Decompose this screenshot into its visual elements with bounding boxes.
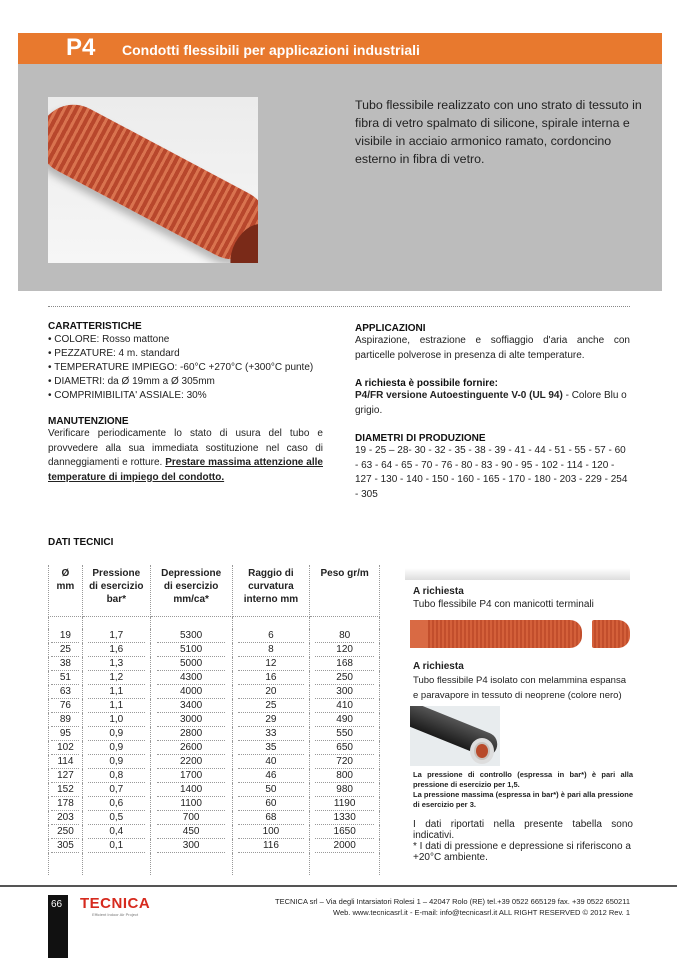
richiesta1-text: Tubo flessibile P4 con manicotti terminali bbox=[413, 599, 594, 610]
table-cell bbox=[150, 727, 232, 741]
cell-value: 0,6 bbox=[88, 797, 145, 811]
cell-value: 50 bbox=[238, 783, 303, 797]
cell-value: 1,2 bbox=[88, 671, 145, 685]
cell-value: 114 bbox=[51, 755, 79, 769]
cell-value: 89 bbox=[51, 713, 79, 727]
table-cell bbox=[150, 671, 232, 685]
table-cell bbox=[49, 727, 83, 741]
cell-value: 2600 bbox=[157, 741, 226, 755]
table-cell bbox=[232, 685, 310, 699]
table-header-row bbox=[49, 565, 380, 617]
table-cell bbox=[150, 797, 232, 811]
header-line: Peso gr/m bbox=[320, 568, 369, 579]
cell-value: 100 bbox=[238, 825, 303, 839]
intro-panel bbox=[18, 64, 662, 291]
cell-value: 46 bbox=[238, 769, 303, 783]
cell-value: 1,0 bbox=[88, 713, 145, 727]
cell-value: 0,9 bbox=[88, 727, 145, 741]
header-line: mm bbox=[56, 581, 75, 592]
manutenzione-title: MANUTENZIONE bbox=[48, 416, 129, 427]
table-cell bbox=[310, 839, 380, 853]
table-cell bbox=[82, 629, 150, 643]
column-header bbox=[310, 565, 380, 617]
cell-value: 1100 bbox=[157, 797, 226, 811]
table-cell bbox=[310, 671, 380, 685]
cell-value: 5300 bbox=[157, 629, 226, 643]
tecnica-logo bbox=[80, 895, 150, 917]
cell-value: 60 bbox=[238, 797, 303, 811]
table-cell bbox=[49, 671, 83, 685]
cell-value: 0,5 bbox=[88, 811, 145, 825]
table-cell bbox=[150, 657, 232, 671]
cell-value: 19 bbox=[51, 629, 79, 643]
table-cell bbox=[49, 811, 83, 825]
table-cell bbox=[49, 783, 83, 797]
table-cell bbox=[150, 713, 232, 727]
table-cell bbox=[150, 699, 232, 713]
cell-value: 800 bbox=[315, 769, 373, 783]
cell-value: 8 bbox=[238, 643, 303, 657]
diametri-text: 19 - 25 – 28- 30 - 32 - 35 - 38 - 39 - 41 - 44 - 51 - 55 - 57 - 60 - 63 - 64 - 65 - 70 - 76 - 80 - 83 - 90 - 95 - 102 - 114 - 120 - 127 - 130 - 140 - 150 - 160 - 165 - 170 - 180 - 203 - 229 - 254 - 305 bbox=[355, 445, 628, 500]
header-line: Raggio di bbox=[248, 568, 294, 579]
cell-value: 6 bbox=[238, 629, 303, 643]
table-cell bbox=[82, 713, 150, 727]
table-row bbox=[49, 769, 380, 783]
table-cell bbox=[310, 755, 380, 769]
table-cell bbox=[82, 657, 150, 671]
cell-value: 2000 bbox=[315, 839, 373, 853]
cell-value: 1650 bbox=[315, 825, 373, 839]
table-cell bbox=[49, 643, 83, 657]
table-cell bbox=[232, 629, 310, 643]
cell-value: 250 bbox=[51, 825, 79, 839]
cell-value: 33 bbox=[238, 727, 303, 741]
intro-text: Tubo flessibile realizzato con uno strato di tessuto in fibra di vetro spalmato di silicone, spirale interna e visibile in acciaio armonico ramato, cordoncino esterno in fibra di vetro. bbox=[355, 98, 642, 166]
table-cell bbox=[232, 797, 310, 811]
technical-table bbox=[48, 565, 380, 875]
table-cell bbox=[310, 797, 380, 811]
table-row bbox=[49, 825, 380, 839]
table-cell bbox=[310, 643, 380, 657]
table-cell bbox=[310, 769, 380, 783]
table-cell bbox=[82, 825, 150, 839]
richiesta2-text: Tubo flessibile P4 isolato con melammina espansa e paravapore in tessuto di neoprene (colore nero) bbox=[413, 675, 626, 701]
hose-cuffs-photo bbox=[410, 616, 633, 654]
richiesta2-title: A richiesta bbox=[413, 661, 464, 672]
cell-value: 1330 bbox=[315, 811, 373, 825]
note-temperatura: * I dati di pressione e depressione si riferiscono a +20°C ambiente. bbox=[413, 841, 631, 863]
table-cell bbox=[232, 839, 310, 853]
table-cell bbox=[82, 797, 150, 811]
note-pressione-controllo: La pressione di controllo (espressa in bar*) è pari alla pressione di esercizio per 1,5. bbox=[413, 770, 633, 789]
table-cell bbox=[232, 769, 310, 783]
note-pressione-massima: La pressione massima (espressa in bar*) è pari alla pressione di esercizio per 3. bbox=[413, 790, 633, 809]
table-cell bbox=[232, 825, 310, 839]
table-cell bbox=[232, 727, 310, 741]
applicazioni-text: Aspirazione, estrazione e soffiaggio d'aria anche con particelle polverose in presenza di alte temperature. bbox=[355, 335, 630, 361]
cell-value: 1190 bbox=[315, 797, 373, 811]
cell-value: 980 bbox=[315, 783, 373, 797]
hose-photo bbox=[48, 97, 258, 263]
manutenzione-warning: Prestare massima attenzione alle temperature di impiego del condotto. bbox=[48, 457, 323, 483]
cell-value: 720 bbox=[315, 755, 373, 769]
cell-value: 1,7 bbox=[88, 629, 145, 643]
side-panel bbox=[413, 585, 633, 863]
gray-band bbox=[405, 568, 630, 580]
table-cell bbox=[49, 839, 83, 853]
header-line: Depressione bbox=[161, 568, 222, 579]
cell-value: 63 bbox=[51, 685, 79, 699]
table-cell bbox=[49, 657, 83, 671]
footer-line bbox=[0, 885, 677, 887]
list-item: • PEZZATURE: 4 m. standard bbox=[48, 347, 323, 361]
cell-value: 0,7 bbox=[88, 783, 145, 797]
table-cell bbox=[49, 741, 83, 755]
insulated-hose-photo bbox=[410, 706, 500, 766]
list-item: • DIAMETRI: da Ø 19mm a Ø 305mm bbox=[48, 375, 323, 389]
column-header bbox=[232, 565, 310, 617]
table-cell bbox=[310, 657, 380, 671]
table-cell bbox=[49, 699, 83, 713]
cell-value: 95 bbox=[51, 727, 79, 741]
table-row bbox=[49, 741, 380, 755]
cell-value: 0,8 bbox=[88, 769, 145, 783]
cell-value: 3400 bbox=[157, 699, 226, 713]
cell-value: 300 bbox=[157, 839, 226, 853]
table-cell bbox=[150, 825, 232, 839]
table-cell bbox=[49, 713, 83, 727]
table-row bbox=[49, 657, 380, 671]
cell-value: 305 bbox=[51, 839, 79, 853]
header-line: Pressione bbox=[92, 568, 141, 579]
column-header bbox=[150, 565, 232, 617]
table-cell bbox=[82, 755, 150, 769]
cell-value: 203 bbox=[51, 811, 79, 825]
cell-value: 410 bbox=[315, 699, 373, 713]
richiesta-body: - Colore Blu o grigio. bbox=[355, 390, 627, 416]
cell-value: 2800 bbox=[157, 727, 226, 741]
table-cell bbox=[310, 699, 380, 713]
table-cell bbox=[82, 671, 150, 685]
logo-tagline: Efficient Indoor Air Project bbox=[92, 912, 139, 917]
table-cell bbox=[82, 685, 150, 699]
diametri-title: DIAMETRI DI PRODUZIONE bbox=[355, 433, 486, 444]
page-number: 66 bbox=[48, 895, 68, 958]
cell-value: 116 bbox=[238, 839, 303, 853]
cell-value: 1400 bbox=[157, 783, 226, 797]
table-cell bbox=[232, 699, 310, 713]
table-cell bbox=[150, 783, 232, 797]
table-row bbox=[49, 755, 380, 769]
table-cell bbox=[82, 839, 150, 853]
table-cell bbox=[82, 811, 150, 825]
table-cell bbox=[232, 783, 310, 797]
table-cell bbox=[150, 769, 232, 783]
list-item: • COLORE: Rosso mattone bbox=[48, 333, 323, 347]
richiesta-text bbox=[355, 389, 630, 418]
note-indicativi: I dati riportati nella presente tabella sono indicativi. bbox=[413, 819, 633, 841]
manutenzione-text bbox=[48, 427, 323, 485]
table-row bbox=[49, 797, 380, 811]
richiesta1-title: A richiesta bbox=[413, 586, 464, 597]
table-cell bbox=[310, 713, 380, 727]
table-row bbox=[49, 699, 380, 713]
table-cell bbox=[310, 727, 380, 741]
table-cell bbox=[150, 741, 232, 755]
header-line: di esercizio bbox=[163, 581, 219, 592]
footer-address: TECNICA srl – Via degli Intarsiatori Rolesi 1 – 42047 Rolo (RE) tel.+39 0522 665129 fax. +39 0522 650211 bbox=[275, 897, 630, 906]
header-line: mm/ca* bbox=[173, 594, 209, 605]
header-line: di esercizio bbox=[89, 581, 144, 592]
cell-value: 25 bbox=[51, 643, 79, 657]
column-header bbox=[82, 565, 150, 617]
table-row bbox=[49, 643, 380, 657]
table-cell bbox=[82, 741, 150, 755]
cell-value: 0,4 bbox=[88, 825, 145, 839]
table-cell bbox=[49, 797, 83, 811]
cell-value: 38 bbox=[51, 657, 79, 671]
cell-value: 29 bbox=[238, 713, 303, 727]
cell-value: 0,9 bbox=[88, 741, 145, 755]
cell-value: 25 bbox=[238, 699, 303, 713]
product-code: P4 bbox=[66, 34, 96, 61]
table-cell bbox=[310, 783, 380, 797]
richiesta-title: A richiesta è possibile fornire: bbox=[355, 378, 499, 389]
cell-value: 450 bbox=[157, 825, 226, 839]
cell-value: 1700 bbox=[157, 769, 226, 783]
cell-value: 490 bbox=[315, 713, 373, 727]
cell-value: 550 bbox=[315, 727, 373, 741]
cell-value: 152 bbox=[51, 783, 79, 797]
table-cell bbox=[310, 629, 380, 643]
table-cell bbox=[49, 825, 83, 839]
table-row bbox=[49, 685, 380, 699]
table-cell bbox=[82, 783, 150, 797]
cell-value: 76 bbox=[51, 699, 79, 713]
manutenzione-body: Verificare periodicamente lo stato di usura del tubo e provvedere alla sua immediata sostituzione nel caso di danneggiamenti e rotture. bbox=[48, 428, 323, 468]
cell-value: 1,3 bbox=[88, 657, 145, 671]
cell-value: 12 bbox=[238, 657, 303, 671]
header-line: bar* bbox=[106, 594, 127, 605]
column-header bbox=[49, 565, 83, 617]
table-cell bbox=[232, 643, 310, 657]
cell-value: 2200 bbox=[157, 755, 226, 769]
cell-value: 168 bbox=[315, 657, 373, 671]
caratteristiche-list bbox=[48, 333, 323, 403]
dati-title: DATI TECNICI bbox=[48, 537, 114, 548]
table-cell bbox=[49, 755, 83, 769]
table-cell bbox=[232, 741, 310, 755]
header-line: interno mm bbox=[243, 594, 299, 605]
table-row bbox=[49, 811, 380, 825]
table-cell bbox=[150, 755, 232, 769]
table-cell bbox=[232, 755, 310, 769]
cell-value: 250 bbox=[315, 671, 373, 685]
footer-web: Web. www.tecnicasrl.it - E-mail: info@tecnicasrl.it ALL RIGHT RESERVED © 2012 Rev. 1 bbox=[333, 908, 630, 917]
table-cell bbox=[310, 685, 380, 699]
list-item: • COMPRIMIBILITA' ASSIALE: 30% bbox=[48, 389, 323, 403]
table-cell bbox=[82, 769, 150, 783]
applicazioni-title: APPLICAZIONI bbox=[355, 323, 426, 334]
cell-value: 178 bbox=[51, 797, 79, 811]
cell-value: 80 bbox=[315, 629, 373, 643]
table-row bbox=[49, 727, 380, 741]
right-column bbox=[355, 323, 630, 502]
cell-value: 1,6 bbox=[88, 643, 145, 657]
table-cell bbox=[150, 811, 232, 825]
header-line: curvatura bbox=[248, 581, 294, 592]
cell-value: 650 bbox=[315, 741, 373, 755]
table-cell bbox=[232, 657, 310, 671]
richiesta-emph: P4/FR versione Autoestinguente V-0 (UL 94) bbox=[355, 390, 563, 401]
logo-text: TECNICA bbox=[80, 895, 151, 912]
table-row bbox=[49, 671, 380, 685]
table-cell bbox=[232, 671, 310, 685]
header-line: Ø bbox=[61, 568, 70, 579]
table-cell bbox=[310, 741, 380, 755]
footer-contact bbox=[230, 896, 630, 918]
cell-value: 0,9 bbox=[88, 755, 145, 769]
cell-value: 102 bbox=[51, 741, 79, 755]
header-bar bbox=[18, 33, 662, 64]
table-cell bbox=[150, 629, 232, 643]
table-cell bbox=[49, 769, 83, 783]
cell-value: 35 bbox=[238, 741, 303, 755]
cell-value: 5000 bbox=[157, 657, 226, 671]
table-cell bbox=[49, 685, 83, 699]
cell-value: 1,1 bbox=[88, 699, 145, 713]
cell-value: 127 bbox=[51, 769, 79, 783]
table-cell bbox=[232, 713, 310, 727]
table-cell bbox=[232, 811, 310, 825]
caratteristiche-title: CARATTERISTICHE bbox=[48, 321, 142, 332]
divider bbox=[48, 306, 630, 307]
table-cell bbox=[150, 685, 232, 699]
cell-value: 20 bbox=[238, 685, 303, 699]
table-cell bbox=[150, 643, 232, 657]
cell-value: 3000 bbox=[157, 713, 226, 727]
cell-value: 4000 bbox=[157, 685, 226, 699]
table-cell bbox=[310, 825, 380, 839]
table-cell bbox=[150, 839, 232, 853]
cell-value: 16 bbox=[238, 671, 303, 685]
table-cell bbox=[82, 699, 150, 713]
cell-value: 68 bbox=[238, 811, 303, 825]
table-row bbox=[49, 839, 380, 853]
cell-value: 5100 bbox=[157, 643, 226, 657]
table-cell bbox=[82, 643, 150, 657]
cell-value: 700 bbox=[157, 811, 226, 825]
cell-value: 1,1 bbox=[88, 685, 145, 699]
page-title: Condotti flessibili per applicazioni industriali bbox=[122, 42, 420, 58]
cell-value: 51 bbox=[51, 671, 79, 685]
table-row bbox=[49, 783, 380, 797]
cell-value: 40 bbox=[238, 755, 303, 769]
cell-value: 120 bbox=[315, 643, 373, 657]
table-cell bbox=[82, 727, 150, 741]
cell-value: 0,1 bbox=[88, 839, 145, 853]
cell-value: 300 bbox=[315, 685, 373, 699]
table-cell bbox=[310, 811, 380, 825]
list-item: • TEMPERATURE IMPIEGO: -60°C +270°C (+300°C punte) bbox=[48, 361, 323, 375]
table-cell bbox=[49, 629, 83, 643]
cell-value: 4300 bbox=[157, 671, 226, 685]
left-column bbox=[48, 321, 323, 485]
table-row bbox=[49, 629, 380, 643]
table-row bbox=[49, 713, 380, 727]
